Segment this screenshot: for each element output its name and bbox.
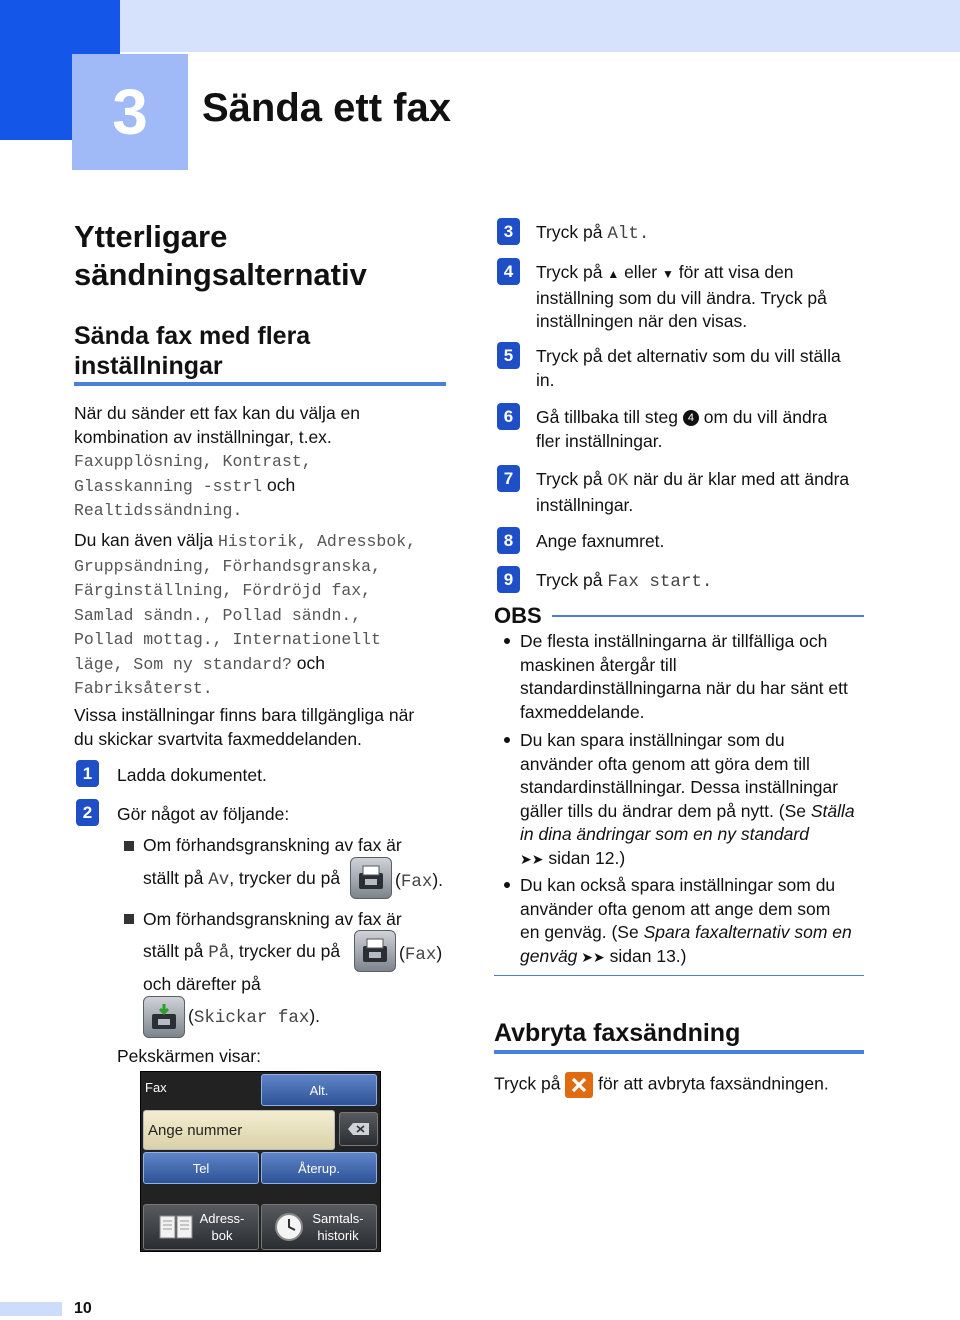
setting-name: Samlad sändn. xyxy=(74,605,203,625)
text-line: kombination av inställningar, t.ex. xyxy=(74,426,332,447)
separator: , xyxy=(202,605,223,625)
text: Tryck på xyxy=(536,469,608,489)
text: Tryck på xyxy=(494,1073,566,1094)
text-line xyxy=(74,554,464,579)
text-line: Du kan också spara inställningar som du xyxy=(520,875,836,895)
text-line: du skickar svartvita faxmeddelanden. xyxy=(74,728,362,749)
separator: , xyxy=(222,581,243,600)
subsection-heading xyxy=(74,321,310,381)
step-number-3: 3 xyxy=(497,218,520,245)
separator: , xyxy=(301,452,312,471)
text-line xyxy=(520,945,870,970)
text: och xyxy=(291,652,325,673)
send-fax-icon xyxy=(143,996,185,1038)
text-line: använder ofta genom att ange dem som xyxy=(520,898,831,919)
section-heading-line2: sändningsalternativ xyxy=(74,257,367,292)
step-reference: 4 xyxy=(683,410,699,426)
text-line xyxy=(536,406,876,430)
step-4-text xyxy=(536,261,876,334)
text-line: standardinställningar. Dessa inställningar xyxy=(520,777,839,797)
note-item-2 xyxy=(520,729,865,871)
text: när du är klar med att ändra xyxy=(628,469,850,489)
text-line xyxy=(74,529,464,554)
options-button[interactable]: Alt. xyxy=(261,1074,377,1106)
text-line xyxy=(74,603,464,628)
text: Tryck på xyxy=(536,262,608,282)
text-line xyxy=(74,676,464,701)
text: om du vill ändra xyxy=(698,407,828,427)
separator: , xyxy=(406,532,417,551)
text: , trycker du på xyxy=(229,941,341,961)
setting-name: Historik xyxy=(217,532,298,551)
section-heading xyxy=(74,218,367,294)
step-9-text xyxy=(536,569,712,595)
text: ). xyxy=(432,870,444,890)
setting-name: Adressbok xyxy=(317,532,407,551)
note-title: OBS xyxy=(494,603,542,628)
text: ( xyxy=(395,870,401,890)
separator: , xyxy=(361,581,372,600)
bullet-1-line2 xyxy=(143,867,340,893)
text: ( xyxy=(399,943,405,963)
setting-name: Realtidssändning xyxy=(74,501,233,520)
bullet-square xyxy=(124,841,134,851)
subsection-heading-line2: inställningar xyxy=(74,352,223,380)
setting-value: På xyxy=(208,943,230,963)
bullet-1-fax-label xyxy=(395,869,443,895)
up-arrow-icon: ▲ xyxy=(607,267,620,281)
setting-name: Pollad sändn. xyxy=(222,605,352,625)
text-line: maskinen återgår till xyxy=(520,654,677,675)
setting-name: Gruppsändning xyxy=(74,556,203,576)
text-line xyxy=(520,800,865,824)
text: Gå tillbaka till steg xyxy=(536,407,683,427)
text-line: inställning som du vill ändra. Tryck på xyxy=(536,287,827,308)
bullet-dot xyxy=(504,737,510,743)
cross-reference[interactable]: in dina ändringar som en ny standard xyxy=(520,824,809,844)
number-input[interactable] xyxy=(143,1110,335,1150)
step-number-8: 8 xyxy=(497,527,520,554)
setting-name: Kontrast xyxy=(222,452,302,471)
text-line xyxy=(536,468,876,494)
setting-name: Pollad mottag. xyxy=(74,630,213,649)
book-icon xyxy=(158,1213,194,1241)
text-line xyxy=(520,847,865,872)
send-fax-label xyxy=(188,1005,320,1031)
text-line: inställningen när den visas. xyxy=(536,311,748,331)
step-3-text xyxy=(536,221,649,247)
page-arrow-icon: ➤➤ xyxy=(577,948,605,965)
text-line xyxy=(520,921,870,945)
backspace-button[interactable] xyxy=(339,1112,378,1146)
label-line: Samtals- xyxy=(312,1211,364,1226)
text: Tryck på xyxy=(536,222,608,242)
clock-icon xyxy=(274,1212,304,1242)
separator: , xyxy=(202,452,223,471)
cross-reference[interactable]: genväg xyxy=(520,945,578,966)
redial-button[interactable]: Återup. xyxy=(261,1152,377,1184)
button-name: Fax xyxy=(404,945,437,965)
note-item-3 xyxy=(520,874,870,969)
text: en genväg. (Se xyxy=(520,922,644,942)
subsection-heading-line1: Sända fax med flera xyxy=(74,322,311,350)
heading-rule xyxy=(74,382,446,386)
down-arrow-icon: ▼ xyxy=(662,267,674,281)
tel-button[interactable]: Tel xyxy=(143,1152,259,1184)
setting-name: Internationellt xyxy=(232,630,381,649)
step-8-text: Ange faxnumret. xyxy=(536,531,665,551)
text-line xyxy=(74,627,464,652)
intro-paragraph xyxy=(74,402,454,523)
setting-name: Färginställning xyxy=(74,581,223,600)
bullet-2-fax-label xyxy=(399,942,442,968)
button-name: Fax xyxy=(400,872,433,892)
screen-title: Fax xyxy=(145,1080,167,1095)
step-number-1: 1 xyxy=(76,760,99,787)
button-name: Alt. xyxy=(607,224,650,244)
button-name: Skickar fax xyxy=(193,1008,310,1028)
fax-icon xyxy=(354,930,396,972)
footer-band xyxy=(0,1302,62,1316)
text-line: Du kan spara inställningar som du xyxy=(520,730,785,750)
separator: , xyxy=(212,630,233,649)
separator: , xyxy=(297,532,318,551)
text-line: Vissa inställningar finns bara tillgängliga när xyxy=(74,705,415,725)
text-line: faxmeddelande. xyxy=(520,701,645,722)
setting-name: Fabriksåterst. xyxy=(74,679,213,698)
note-paragraph xyxy=(74,704,464,751)
cross-reference[interactable]: Spara faxalternativ som en xyxy=(643,922,852,942)
step-5-text xyxy=(536,345,876,392)
text: ställt på xyxy=(143,941,209,961)
button-name: OK xyxy=(607,471,629,491)
button-name: Fax start. xyxy=(607,572,713,592)
setting-value: Av xyxy=(208,870,230,890)
fax-icon xyxy=(350,857,392,899)
cancel-x-icon xyxy=(565,1072,593,1098)
addressbook-button[interactable] xyxy=(143,1204,259,1250)
call-history-label xyxy=(312,1210,363,1244)
step-number-9: 9 xyxy=(497,566,520,593)
bullet-dot xyxy=(504,638,510,644)
setting-name: läge xyxy=(74,654,114,674)
cancel-text xyxy=(494,1072,829,1098)
label-line: historik xyxy=(317,1228,359,1243)
setting-name: Förhandsgranska xyxy=(222,556,372,576)
options-paragraph xyxy=(74,529,464,701)
page-arrow-icon: ➤➤ xyxy=(520,850,544,867)
text: för att avbryta faxsändningen. xyxy=(593,1073,829,1094)
cancel-heading: Avbryta faxsändning xyxy=(494,1019,741,1047)
text-line: fler inställningar. xyxy=(536,430,663,451)
text-line xyxy=(536,261,876,287)
separator: , xyxy=(371,556,381,576)
text: Du kan även välja xyxy=(74,530,218,550)
separator: , xyxy=(202,556,223,576)
chapter-number: 3 xyxy=(72,54,188,170)
backspace-icon xyxy=(347,1122,371,1136)
text-line xyxy=(74,449,454,474)
text: ) xyxy=(436,943,443,963)
label-line: bok xyxy=(211,1228,233,1243)
number-input-placeholder: Ange nummer xyxy=(148,1122,243,1139)
page-number: 10 xyxy=(74,1300,92,1317)
bullet-dot xyxy=(504,882,510,888)
text-line xyxy=(74,578,464,603)
call-history-button[interactable] xyxy=(261,1204,377,1250)
cross-reference[interactable]: Ställa xyxy=(810,800,855,821)
text: eller xyxy=(619,262,662,282)
setting-name: Faxupplösning xyxy=(74,452,203,471)
step-number-4: 4 xyxy=(497,258,520,285)
text-line xyxy=(74,652,464,677)
step-number-6: 6 xyxy=(497,403,520,430)
chapter-title: Sända ett fax xyxy=(202,86,451,130)
label-line: Adress- xyxy=(199,1211,245,1226)
step-6-text xyxy=(536,406,876,453)
bullet-2-line3: och därefter på xyxy=(143,974,261,994)
text-line: använder ofta genom att göra dem till xyxy=(520,753,810,774)
text: ( xyxy=(188,1006,194,1026)
step-number-2: 2 xyxy=(76,799,99,826)
bullet-2-line2 xyxy=(143,940,340,966)
text: och xyxy=(262,474,296,495)
setting-name: Glasskanning -sstrl xyxy=(74,476,263,496)
bullet-square xyxy=(124,914,134,924)
text: gäller tills du ändrar dem på nytt. (Se xyxy=(520,800,811,821)
text: ställt på xyxy=(143,868,209,888)
step-number-5: 5 xyxy=(497,342,520,369)
note-item-1 xyxy=(520,630,865,724)
separator: . xyxy=(232,501,243,520)
text: ). xyxy=(309,1006,321,1026)
step-number-7: 7 xyxy=(497,465,520,492)
text: Tryck på xyxy=(536,570,608,590)
text-line: När du sänder ett fax kan du välja en xyxy=(74,403,361,423)
setting-name: Fördröjd fax xyxy=(242,581,362,600)
heading-rule xyxy=(494,1050,864,1054)
text-line: standardinställningarna när du har sänt ett xyxy=(520,678,848,698)
setting-name: Som ny standard? xyxy=(133,654,292,674)
bullet-2-line1: Om förhandsgranskning av fax är xyxy=(143,909,402,929)
text-line xyxy=(74,498,454,523)
note-bottom-rule xyxy=(494,975,864,976)
step-2-text: Gör något av följande: xyxy=(117,804,290,824)
text-line xyxy=(74,474,454,499)
text-line: in. xyxy=(536,369,555,390)
text-line: De flesta inställningarna är tillfälliga och xyxy=(520,631,828,651)
touchscreen-label: Pekskärmen visar: xyxy=(117,1046,261,1066)
text: , trycker du på xyxy=(229,868,341,888)
separator: , xyxy=(113,654,134,674)
addressbook-label xyxy=(200,1210,245,1244)
page-reference: sidan 12.) xyxy=(543,847,626,868)
text-line: inställningar. xyxy=(536,494,634,515)
text: för att visa den xyxy=(673,262,794,282)
bullet-1-line1: Om förhandsgranskning av fax är xyxy=(143,835,402,855)
step-1-text: Ladda dokumentet. xyxy=(117,765,267,785)
header-band-light xyxy=(120,0,960,52)
note-rule xyxy=(552,615,864,617)
page-reference: sidan 13.) xyxy=(604,945,687,966)
step-7-text xyxy=(536,468,876,517)
separator: , xyxy=(351,605,362,625)
section-heading-line1: Ytterligare xyxy=(74,219,228,254)
text-line: Tryck på det alternativ som du vill ställa xyxy=(536,346,841,366)
touchscreen-display xyxy=(140,1071,381,1252)
